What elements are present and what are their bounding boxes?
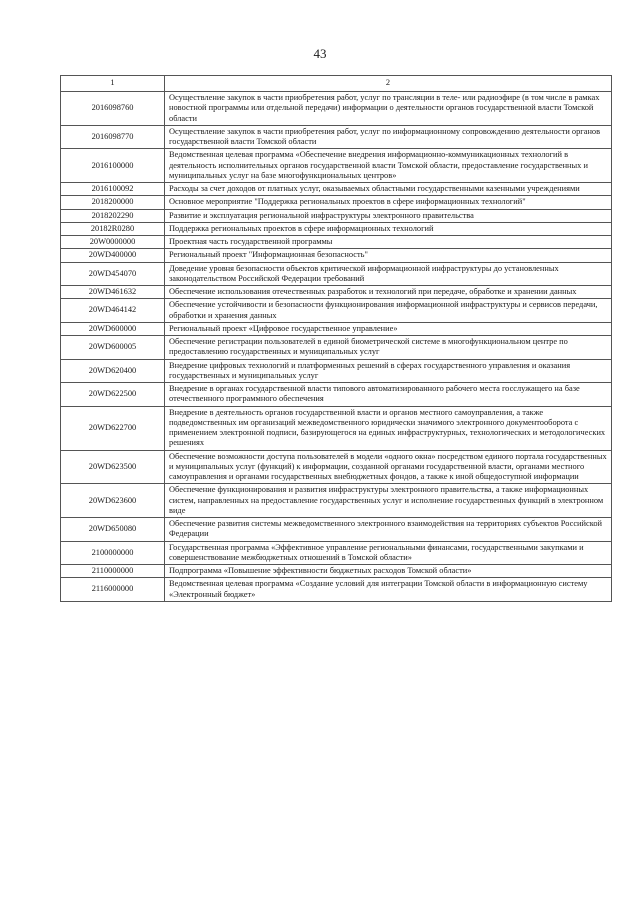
row-code: 2016098760 (61, 92, 165, 126)
table-row (61, 92, 612, 126)
table-row (61, 299, 612, 323)
table-row (61, 196, 612, 209)
table-body (61, 76, 612, 602)
table-header-row (61, 76, 612, 92)
row-description: Внедрение в деятельность органов государственной власти и органов местного самоуправления, а также подведомственных им организаций межведомственного юридически значимого электронного документооборота с применением электронной подписи, базирующегося на единых инфраструктурных, технологических и методологических решениях (165, 406, 612, 450)
row-description: Развитие и эксплуатация региональной инфраструктуры электронного правительства (165, 209, 612, 222)
row-code: 2100000000 (61, 541, 165, 565)
row-description: Обеспечение развития системы межведомственного электронного взаимодействия на территориях субъектов Российской Федерации (165, 518, 612, 542)
row-code: 20WD620400 (61, 359, 165, 383)
row-description: Региональный проект "Информационная безопасность" (165, 249, 612, 262)
row-description: Внедрение цифровых технологий и платформенных решений в сферах государственного управления и оказания государственных и муниципальных услуг (165, 359, 612, 383)
classification-table (60, 75, 612, 602)
table-row (61, 222, 612, 235)
row-description: Ведомственная целевая программа «Обеспечение внедрения информационно-коммуникационных технологий в деятельность исполнительных органов государственной власти Томской области, предоставление государственных и муниципальных услуг на базе многофункциональных центров» (165, 149, 612, 183)
table-row (61, 249, 612, 262)
row-code: 20WD600000 (61, 322, 165, 335)
row-code: 20WD454070 (61, 262, 165, 286)
row-code: 20WD622700 (61, 406, 165, 450)
row-code: 20WD623600 (61, 484, 165, 518)
column-header-1: 1 (61, 76, 165, 92)
row-code: 2016100000 (61, 149, 165, 183)
table-row (61, 541, 612, 565)
row-description: Основное мероприятие "Поддержка региональных проектов в сфере информационных технологий" (165, 196, 612, 209)
row-code: 20WD400000 (61, 249, 165, 262)
table-row (61, 125, 612, 149)
row-description: Обеспечение функционирования и развития инфраструктуры электронного правительства, а также информационных систем, направленных на предоставление государственных услуг и исполнение государственных функций в электронном виде (165, 484, 612, 518)
row-code: 20WD622500 (61, 383, 165, 407)
table-row (61, 262, 612, 286)
row-code: 2018202290 (61, 209, 165, 222)
row-code: 2016100092 (61, 183, 165, 196)
row-code: 2016098770 (61, 125, 165, 149)
row-code: 20WD623500 (61, 450, 165, 484)
row-description: Расходы за счет доходов от платных услуг, оказываемых областными государственными казенными учреждениями (165, 183, 612, 196)
row-code: 2116000000 (61, 578, 165, 602)
table-row (61, 450, 612, 484)
row-description: Поддержка региональных проектов в сфере информационных технологий (165, 222, 612, 235)
row-description: Подпрограмма «Повышение эффективности бюджетных расходов Томской области» (165, 565, 612, 578)
table-row (61, 518, 612, 542)
row-description: Внедрение в органах государственной власти типового автоматизированного рабочего места госслужащего на базе отечественного программного обеспечения (165, 383, 612, 407)
row-code: 2018200000 (61, 196, 165, 209)
table-row (61, 183, 612, 196)
table-row (61, 209, 612, 222)
page-number: 43 (313, 46, 327, 61)
row-description: Обеспечение устойчивости и безопасности функционирования информационной инфраструктуры и сервисов передачи, обработки и хранения данных (165, 299, 612, 323)
table-row (61, 359, 612, 383)
table-row (61, 565, 612, 578)
row-description: Государственная программа «Эффективное управление региональными финансами, государственными закупками и совершенствование межбюджетных отношений в Томской области» (165, 541, 612, 565)
row-description: Обеспечение возможности доступа пользователей в модели «одного окна» посредством единого портала государственных и муниципальных услуг (функций) к информации, созданной органами государственной власти, органами местного самоуправления и органами государственных внебюджетных фондов, а также к иной общедоступной информации (165, 450, 612, 484)
row-description: Региональный проект «Цифровое государственное управление» (165, 322, 612, 335)
table-row (61, 286, 612, 299)
table-row (61, 322, 612, 335)
row-description: Обеспечение регистрации пользователей в единой биометрической системе в многофункциональном центре по предоставлению государственных и муниципальных услуг (165, 336, 612, 360)
row-description: Осуществление закупок в части приобретения работ, услуг по трансляции в теле- или радиоэфире (в том числе в рамках новостной программы или отдельной передачи) информации о деятельности органов государственной власти Томской области (165, 92, 612, 126)
table-row (61, 336, 612, 360)
table-row (61, 236, 612, 249)
row-code: 20182R0280 (61, 222, 165, 235)
row-code: 20WD650080 (61, 518, 165, 542)
table-row (61, 383, 612, 407)
row-description: Доведение уровня безопасности объектов критической информационной инфраструктуры до установленных законодательством Российской Федерации требований (165, 262, 612, 286)
column-header-2: 2 (165, 76, 612, 92)
row-code: 20WD461632 (61, 286, 165, 299)
row-description: Осуществление закупок в части приобретения работ, услуг по информационному сопровождению деятельности органов государственной власти Томской области (165, 125, 612, 149)
table-row (61, 149, 612, 183)
row-description: Проектная часть государственной программы (165, 236, 612, 249)
row-code: 20WD464142 (61, 299, 165, 323)
table-row (61, 406, 612, 450)
table-row (61, 484, 612, 518)
row-code: 20WD600005 (61, 336, 165, 360)
row-code: 20W0000000 (61, 236, 165, 249)
row-description: Ведомственная целевая программа «Создание условий для интеграции Томской области в информационную систему «Электронный бюджет» (165, 578, 612, 602)
row-description: Обеспечение использования отечественных разработок и технологий при передаче, обработке и хранении данных (165, 286, 612, 299)
row-code: 2110000000 (61, 565, 165, 578)
table-row (61, 578, 612, 602)
